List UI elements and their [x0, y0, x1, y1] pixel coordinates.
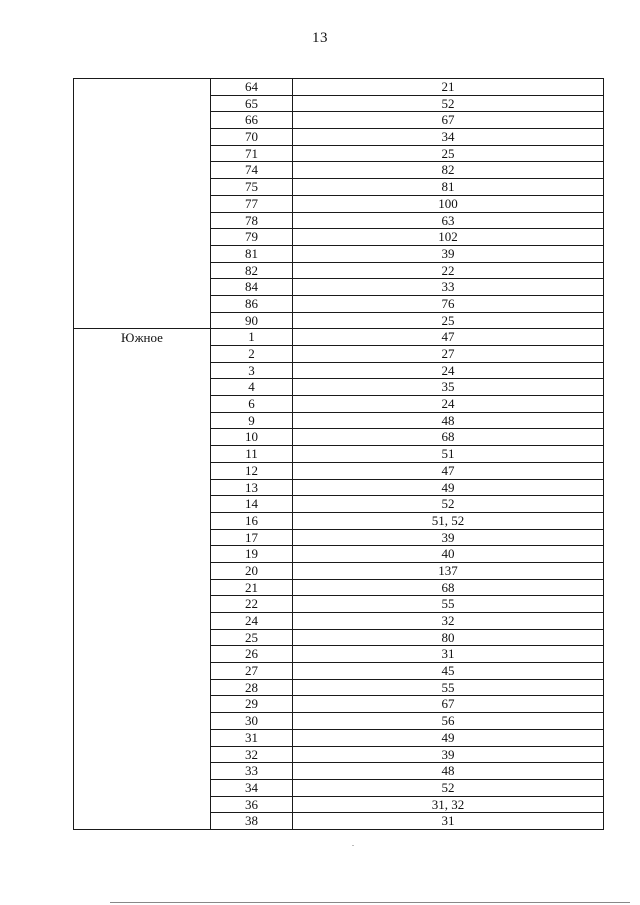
value-cell: 24	[293, 362, 604, 379]
value-cell: 35	[293, 379, 604, 396]
value-cell: 76	[293, 295, 604, 312]
page-number: 13	[312, 30, 328, 46]
number-cell: 84	[211, 279, 293, 296]
value-cell: 67	[293, 696, 604, 713]
value-cell: 24	[293, 396, 604, 413]
number-cell: 75	[211, 179, 293, 196]
number-cell: 29	[211, 696, 293, 713]
table-row	[74, 329, 604, 346]
value-cell: 55	[293, 679, 604, 696]
number-cell: 11	[211, 446, 293, 463]
number-cell: 19	[211, 546, 293, 563]
number-cell: 24	[211, 613, 293, 630]
value-cell: 51	[293, 446, 604, 463]
number-cell: 10	[211, 429, 293, 446]
number-cell: 21	[211, 579, 293, 596]
number-cell: 70	[211, 129, 293, 146]
number-cell: 30	[211, 713, 293, 730]
number-cell: 6	[211, 396, 293, 413]
value-cell: 31	[293, 646, 604, 663]
value-cell: 45	[293, 663, 604, 680]
allocation-table	[73, 78, 604, 830]
value-cell: 51, 52	[293, 512, 604, 529]
value-cell: 49	[293, 729, 604, 746]
value-cell: 25	[293, 145, 604, 162]
value-cell: 39	[293, 529, 604, 546]
value-cell: 27	[293, 346, 604, 363]
value-cell: 55	[293, 596, 604, 613]
value-cell: 137	[293, 562, 604, 579]
value-cell: 31, 32	[293, 796, 604, 813]
number-cell: 64	[211, 79, 293, 96]
value-cell: 80	[293, 629, 604, 646]
value-cell: 22	[293, 262, 604, 279]
number-cell: 9	[211, 412, 293, 429]
scan-artifact	[352, 845, 354, 846]
number-cell: 16	[211, 512, 293, 529]
value-cell: 102	[293, 229, 604, 246]
number-cell: 17	[211, 529, 293, 546]
value-cell: 32	[293, 613, 604, 630]
value-cell: 39	[293, 245, 604, 262]
value-cell: 47	[293, 462, 604, 479]
number-cell: 31	[211, 729, 293, 746]
value-cell: 21	[293, 79, 604, 96]
value-cell: 34	[293, 129, 604, 146]
value-cell: 33	[293, 279, 604, 296]
number-cell: 78	[211, 212, 293, 229]
number-cell: 1	[211, 329, 293, 346]
table-body	[74, 79, 604, 830]
number-cell: 79	[211, 229, 293, 246]
value-cell: 82	[293, 162, 604, 179]
value-cell: 67	[293, 112, 604, 129]
value-cell: 39	[293, 746, 604, 763]
number-cell: 20	[211, 562, 293, 579]
value-cell: 63	[293, 212, 604, 229]
value-cell: 100	[293, 195, 604, 212]
table-row	[74, 79, 604, 96]
number-cell: 77	[211, 195, 293, 212]
value-cell: 52	[293, 496, 604, 513]
number-cell: 74	[211, 162, 293, 179]
number-cell: 81	[211, 245, 293, 262]
number-cell: 2	[211, 346, 293, 363]
number-cell: 14	[211, 496, 293, 513]
number-cell: 34	[211, 779, 293, 796]
number-cell: 36	[211, 796, 293, 813]
number-cell: 65	[211, 95, 293, 112]
number-cell: 33	[211, 763, 293, 780]
district-cell: Южное	[74, 329, 211, 830]
value-cell: 47	[293, 329, 604, 346]
bottom-edge-line	[110, 902, 630, 903]
number-cell: 86	[211, 295, 293, 312]
number-cell: 26	[211, 646, 293, 663]
value-cell: 52	[293, 779, 604, 796]
value-cell: 48	[293, 763, 604, 780]
value-cell: 31	[293, 813, 604, 830]
number-cell: 66	[211, 112, 293, 129]
value-cell: 52	[293, 95, 604, 112]
value-cell: 68	[293, 579, 604, 596]
value-cell: 81	[293, 179, 604, 196]
number-cell: 28	[211, 679, 293, 696]
value-cell: 49	[293, 479, 604, 496]
value-cell: 68	[293, 429, 604, 446]
value-cell: 25	[293, 312, 604, 329]
value-cell: 56	[293, 713, 604, 730]
number-cell: 3	[211, 362, 293, 379]
number-cell: 22	[211, 596, 293, 613]
number-cell: 82	[211, 262, 293, 279]
number-cell: 25	[211, 629, 293, 646]
number-cell: 12	[211, 462, 293, 479]
number-cell: 38	[211, 813, 293, 830]
number-cell: 71	[211, 145, 293, 162]
district-cell	[74, 79, 211, 329]
number-cell: 90	[211, 312, 293, 329]
number-cell: 32	[211, 746, 293, 763]
number-cell: 4	[211, 379, 293, 396]
value-cell: 48	[293, 412, 604, 429]
number-cell: 27	[211, 663, 293, 680]
value-cell: 40	[293, 546, 604, 563]
number-cell: 13	[211, 479, 293, 496]
